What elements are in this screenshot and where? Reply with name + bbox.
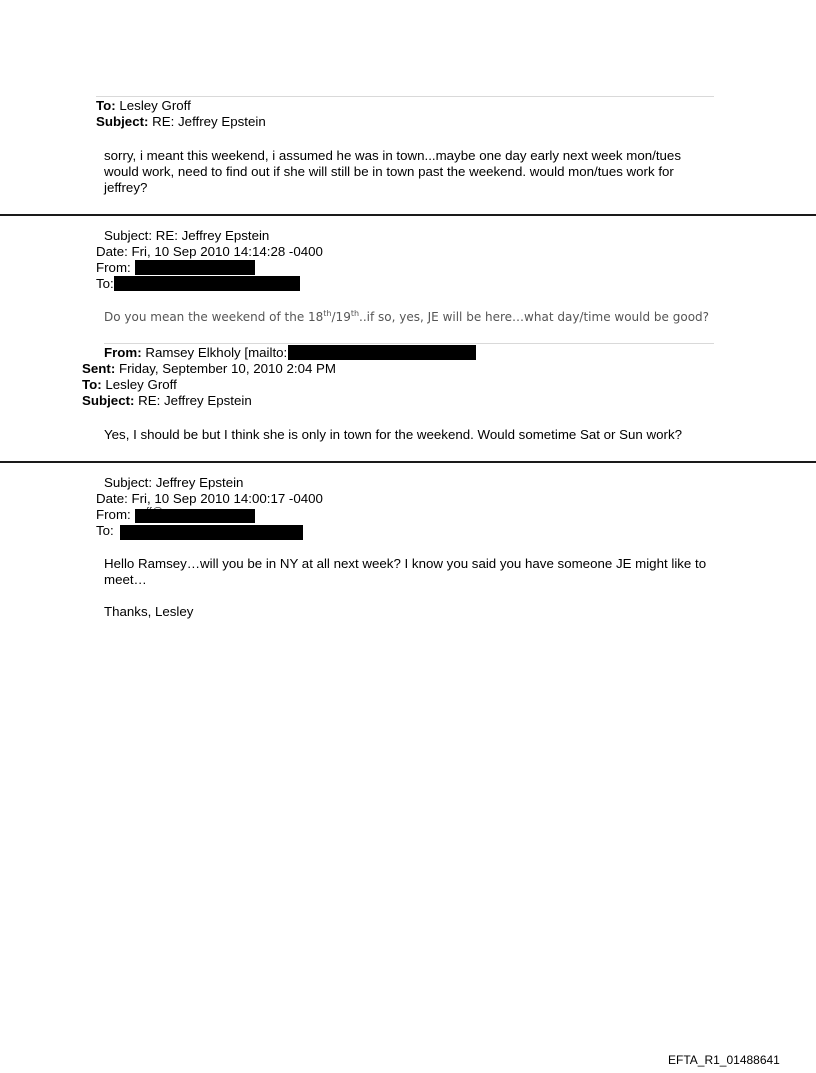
header-to xyxy=(82,377,177,393)
header-from-label: From: xyxy=(96,507,131,522)
redaction-box xyxy=(135,509,255,523)
section-divider xyxy=(0,214,816,216)
header-to xyxy=(96,276,114,292)
header-subject-value: RE: Jeffrey Epstein xyxy=(152,114,266,129)
redaction-box xyxy=(135,260,255,275)
header-to-label: To: xyxy=(96,98,116,113)
body-line: Yes, I should be but I think she is only in town for the weekend. Would sometime Sat or Sun work? xyxy=(104,427,682,442)
header-subject: Subject: Jeffrey Epstein xyxy=(104,475,244,490)
header-to-value: Lesley Groff xyxy=(105,377,177,392)
header-from-label: From: xyxy=(96,260,131,275)
header-to-value: Lesley Groff xyxy=(119,98,191,113)
header-subject xyxy=(96,114,266,130)
separator-line xyxy=(104,343,714,344)
body-line: sorry, i meant this weekend, i assumed he was in town...maybe one day early next week mon/tues xyxy=(104,148,681,163)
header-subject-value: RE: Jeffrey Epstein xyxy=(138,393,252,408)
body-line: meet… xyxy=(104,572,147,587)
separator-line xyxy=(96,96,714,97)
header-date: Date: Fri, 10 Sep 2010 14:00:17 -0400 xyxy=(96,491,323,506)
header-to-label: To: xyxy=(82,377,102,392)
header-subject xyxy=(82,393,252,409)
header-from xyxy=(96,507,131,523)
body-line: Do you mean the weekend of the 18th/19th..if so, yes, JE will be here…what day/time would be good? xyxy=(104,309,710,324)
header-from-label: From: xyxy=(104,345,142,360)
header-from-value: Ramsey Elkholy [mailto: xyxy=(145,345,288,360)
header-sent-label: Sent: xyxy=(82,361,116,376)
body-line: Hello Ramsey…will you be in NY at all next week? I know you said you have someone JE might like to xyxy=(104,556,707,571)
signoff: Thanks, Lesley xyxy=(104,604,194,619)
header-subject-label: Subject: xyxy=(82,393,135,408)
header-date: Date: Fri, 10 Sep 2010 14:14:28 -0400 xyxy=(96,244,323,259)
body-line: would work, need to find out if she will still be in town past the weekend. would mon/tues work for xyxy=(104,164,674,179)
header-subject-label: Subject: xyxy=(96,114,149,129)
header-to xyxy=(96,98,191,114)
header-to-label: To: xyxy=(96,523,114,538)
document-id: EFTA_R1_01488641 xyxy=(668,1053,780,1067)
header-to xyxy=(96,523,114,539)
redaction-box xyxy=(120,525,303,540)
body-line: jeffrey? xyxy=(104,180,148,195)
header-to-label: To: xyxy=(96,276,114,291)
header-subject: Subject: RE: Jeffrey Epstein xyxy=(104,228,270,243)
header-sent-value: Friday, September 10, 2010 2:04 PM xyxy=(118,361,337,376)
redaction-box xyxy=(288,345,476,360)
header-from xyxy=(104,345,287,361)
header-sent xyxy=(82,361,336,377)
section-divider xyxy=(0,461,816,463)
header-from xyxy=(96,260,131,276)
redaction-box xyxy=(114,276,300,291)
